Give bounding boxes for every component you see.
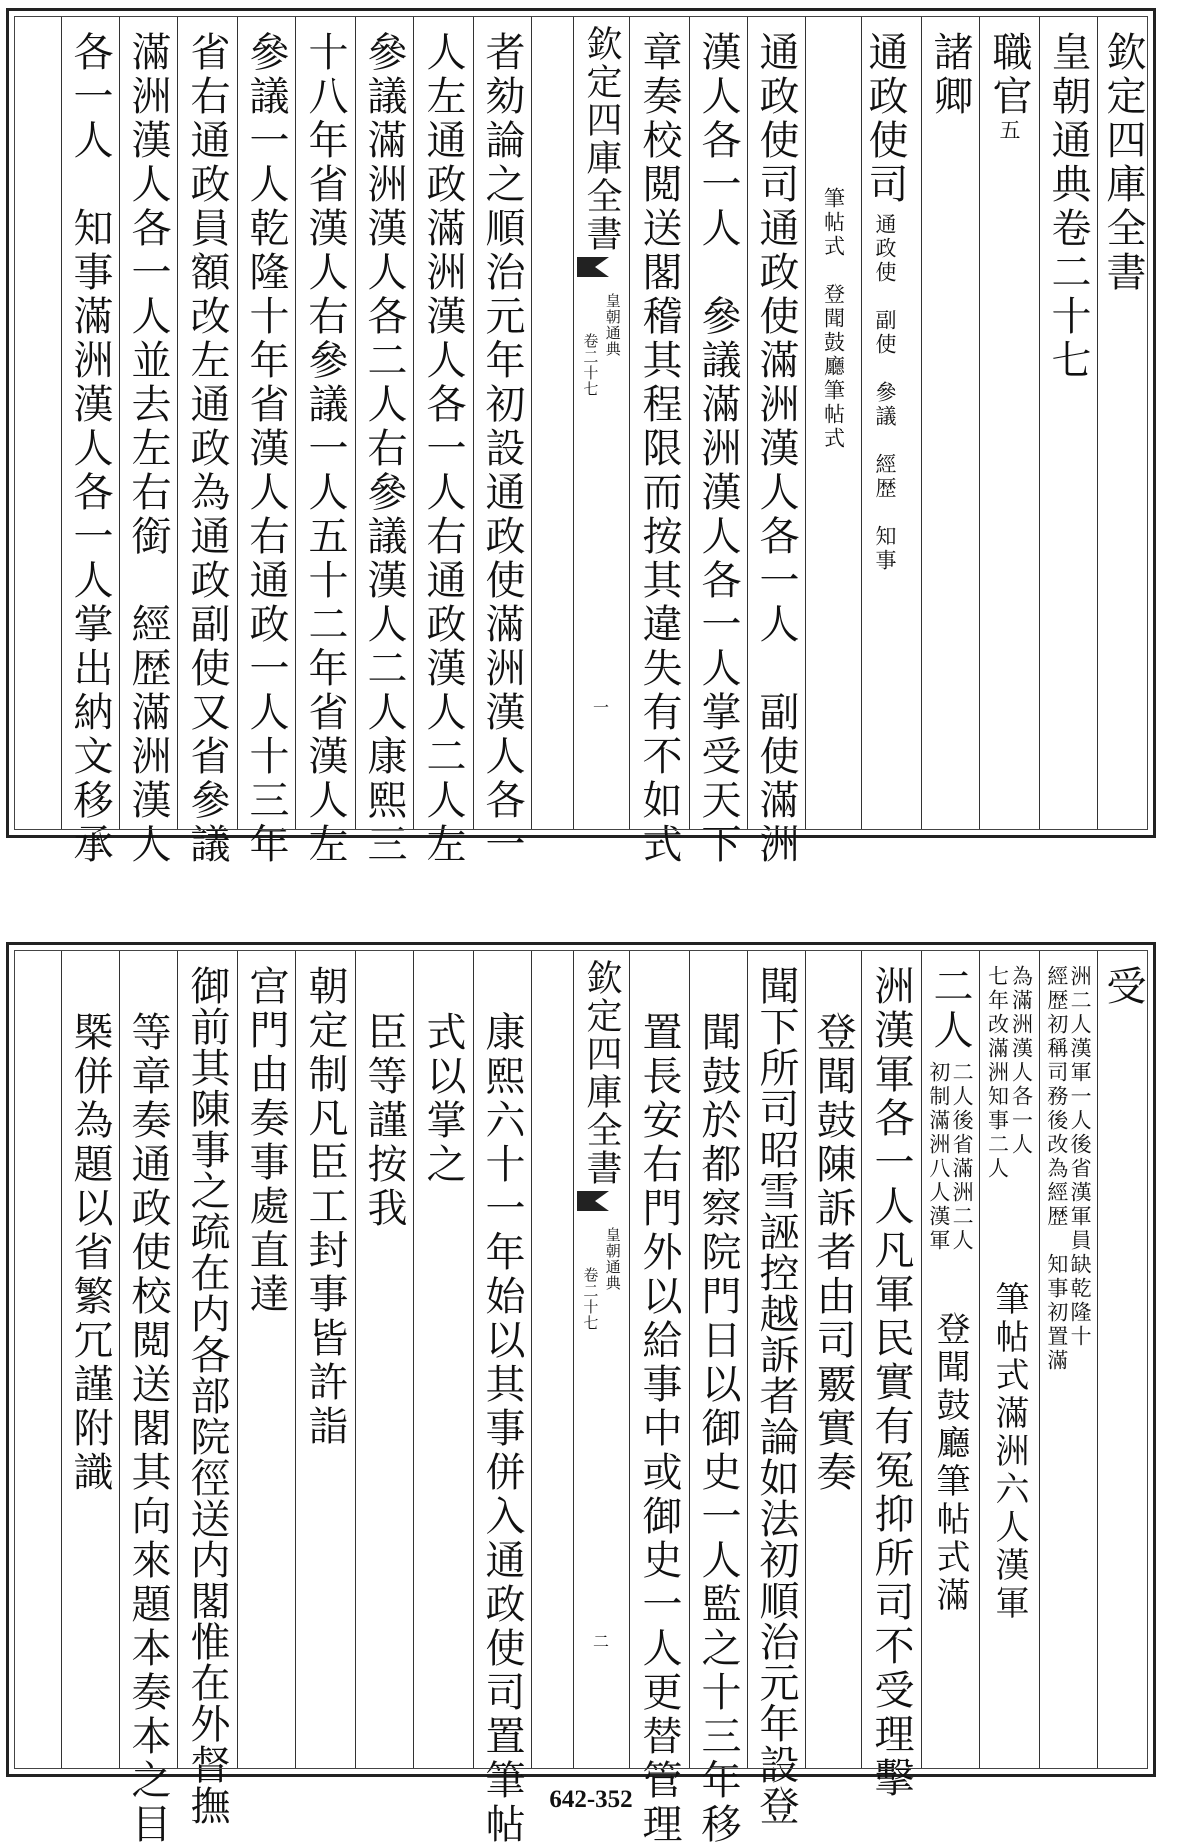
text-column: 二人 初制滿洲八人漢軍 二人後省滿洲二人 登聞鼓廳筆帖式滿 bbox=[926, 965, 975, 1615]
text-column: 受 bbox=[1100, 965, 1146, 1009]
note-column: 經歴初稱司務後改為經歴 知事初置滿 洲二人漢軍一人後省漢軍員缺乾隆十 bbox=[1044, 965, 1093, 1373]
text-column: 漢人各一人 參議滿洲漢人各一人掌受天下 bbox=[695, 31, 741, 867]
text-column: 置長安右門外以給事中或御史一人更替管理 bbox=[636, 1011, 682, 1847]
text-column: 省右通政員額改左通政為通政副使又省參議 bbox=[184, 31, 230, 867]
leaf-number: 一 bbox=[593, 698, 610, 717]
text-column: 洲漢軍各一人凡軍民實有冤抑所司不受理擊 bbox=[868, 965, 914, 1801]
text-column: 康熙六十一年始以其事併入通政使司置筆帖 bbox=[479, 1011, 525, 1847]
col-office-note: 筆帖式 登聞鼓廳筆帖式 bbox=[821, 187, 846, 451]
center-gutter: 欽定四庫全書 皇朝通典 卷二十七 二 bbox=[573, 951, 629, 1768]
text-column: 滿洲漢人各一人並去左右銜 經歴滿洲漢人 bbox=[125, 31, 171, 867]
text-column: 章奏校閲送閣稽其程限而按其違失有不如式 bbox=[636, 31, 682, 867]
text-column: 等章奏通政使校閲送閣其向來題本奏本之目 bbox=[125, 1011, 171, 1847]
text-column: 者劾論之順治元年初設通政使滿洲漢人各一 bbox=[479, 31, 525, 867]
col-volume-title: 皇朝通典卷二十七 bbox=[1045, 31, 1091, 383]
fish-tail-mark-icon bbox=[575, 253, 611, 281]
center-gutter: 欽定四庫全書 皇朝通典 卷二十七 一 bbox=[573, 17, 629, 829]
col-book-title: 欽定四庫全書 bbox=[1100, 31, 1146, 295]
text-column: 宫門由奏事處直達 bbox=[243, 965, 289, 1317]
col-section: 職官五 bbox=[986, 31, 1032, 143]
text-column: 十八年省漢人右參議一人五十二年省漢人左 bbox=[302, 31, 348, 867]
text-column: 人左通政滿洲漢人各一人右通政漢人二人左 bbox=[420, 31, 466, 867]
fish-tail-mark-icon bbox=[575, 1187, 611, 1215]
text-column: 登聞鼓陳訴者由司覈實奏 bbox=[810, 1011, 856, 1495]
text-column: 朝定制凡臣工封事皆許詣 bbox=[302, 965, 348, 1449]
leaf-number: 二 bbox=[593, 1632, 610, 1651]
col-subsection: 諸卿 bbox=[927, 31, 973, 119]
text-column: 槩併為題以省繁冗謹附識 bbox=[67, 1011, 113, 1495]
page-footer-number: 642-352 bbox=[549, 1786, 633, 1813]
note-column: 七年改滿洲知事二人 為滿洲漢人各一人 筆帖式滿洲六人漢軍 bbox=[985, 965, 1034, 1623]
text-column: 參議滿洲漢人各二人右參議漢人二人康熙三 bbox=[361, 31, 407, 867]
text-column: 各一人 知事滿洲漢人各一人掌出納文移承 bbox=[67, 31, 113, 867]
col-office-heading: 通政使司通政使 副使 參議 經歴 知事 bbox=[862, 31, 908, 573]
text-column: 御前其陳事之疏在内各部院徑送内閣惟在外督撫 bbox=[184, 965, 230, 1826]
text-column: 式以掌之 bbox=[420, 1011, 466, 1187]
text-column: 聞鼓於都察院門日以御史一人監之十三年移 bbox=[695, 1011, 741, 1847]
text-column: 聞下所司昭雪誣控越訴者論如法初順治元年設登 bbox=[753, 965, 799, 1826]
text-column: 臣等謹按我 bbox=[361, 1011, 407, 1231]
upper-page bbox=[6, 8, 1156, 867]
text-column: 參議一人乾隆十年省漢人右通政一人十三年 bbox=[243, 31, 289, 867]
text-column: 通政使司通政使滿洲漢人各一人 副使滿洲 bbox=[753, 31, 799, 867]
